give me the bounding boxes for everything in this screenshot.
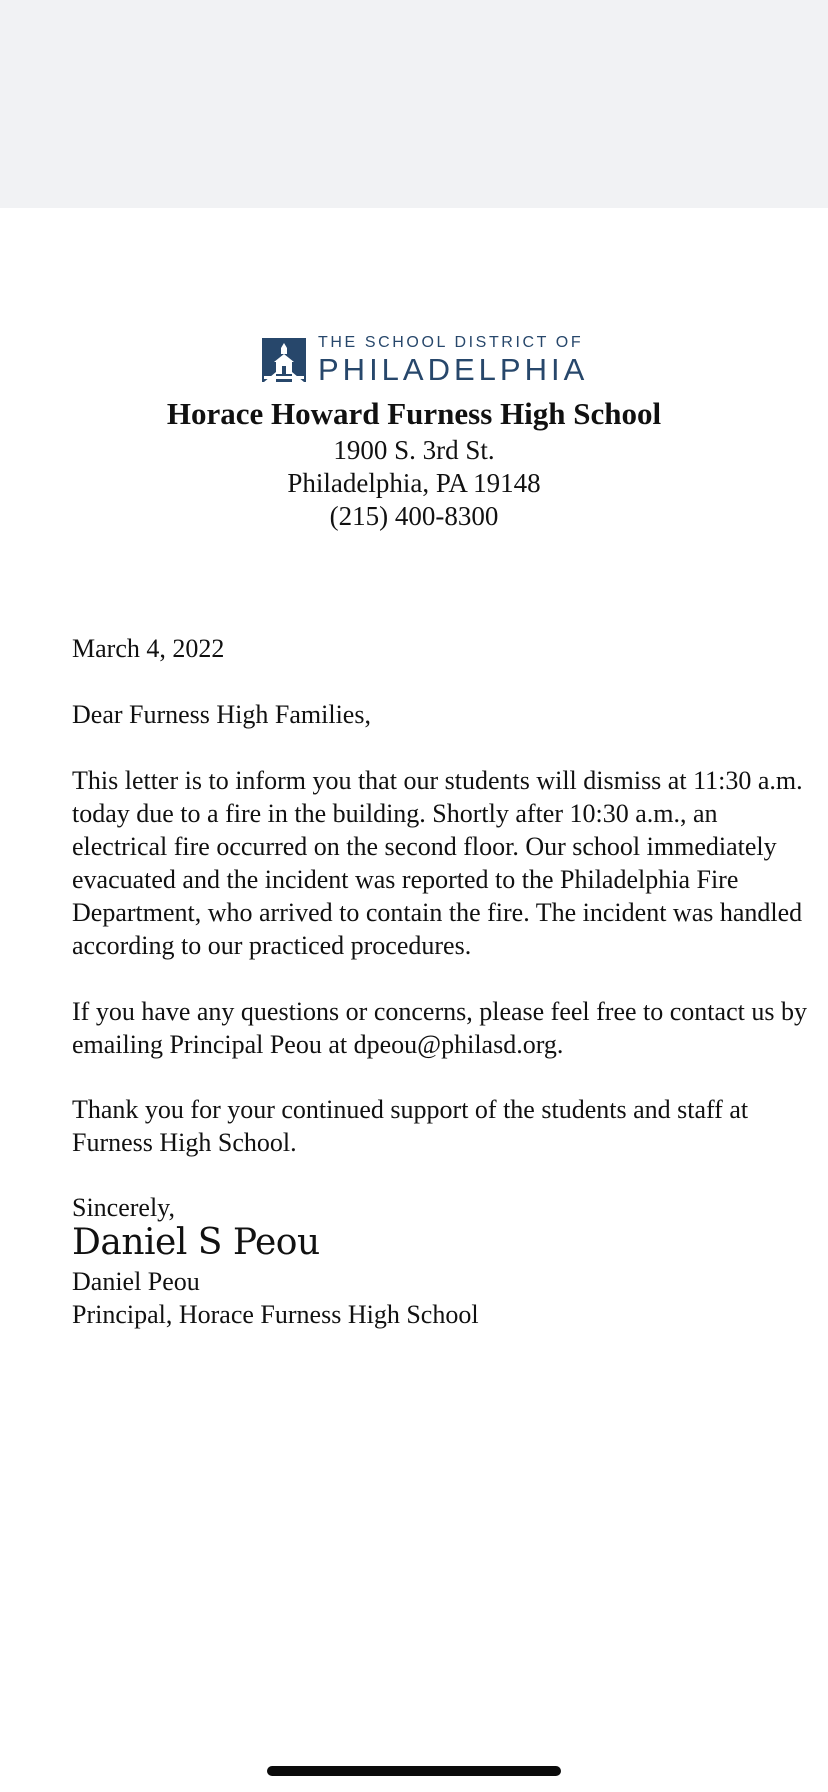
letter-paragraph-3: Thank you for your continued support of the students and staff at Furness High School. [72,1095,749,1157]
letter-paragraph-1: This letter is to inform you that our students will dismiss at 11:30 a.m. today due to a fire in the building. Shortly after 10:30 a.m., an electrical fire occurred on the second floor. Our school immediately evacuated and the incident was reported to the Philadelphia Fire Department, who arrived to contain the fire. The incident was handled according to our practiced procedures. [72,766,803,960]
school-address [0,434,828,533]
top-band [0,0,828,208]
district-wordmark [318,335,588,385]
district-wordmark-line2: PHILADELPHIA [318,352,589,387]
letter-page [0,208,828,1792]
address-city: Philadelphia, PA 19148 [287,468,541,498]
district-logo [262,334,612,387]
school-building-icon [262,338,306,382]
signature: Daniel S Peou [72,1222,320,1263]
letter-date: March 4, 2022 [72,634,225,663]
district-wordmark-line1: THE SCHOOL DISTRICT OF [318,334,584,351]
school-name: Horace Howard Furness High School [166,396,662,431]
letter-paragraph-2: If you have any questions or concerns, please feel free to contact us by emailing Principal Peou at dpeou@philasd.org. [72,997,807,1059]
signer-title: Principal, Horace Furness High School [72,1300,479,1329]
letter-greeting: Dear Furness High Families, [72,700,371,729]
address-street: 1900 S. 3rd St. [333,435,495,465]
home-indicator[interactable] [267,1766,561,1776]
school-phone: (215) 400-8300 [329,501,499,531]
signer-name: Daniel Peou [72,1267,200,1296]
letter-closing: Sincerely, [72,1193,175,1222]
